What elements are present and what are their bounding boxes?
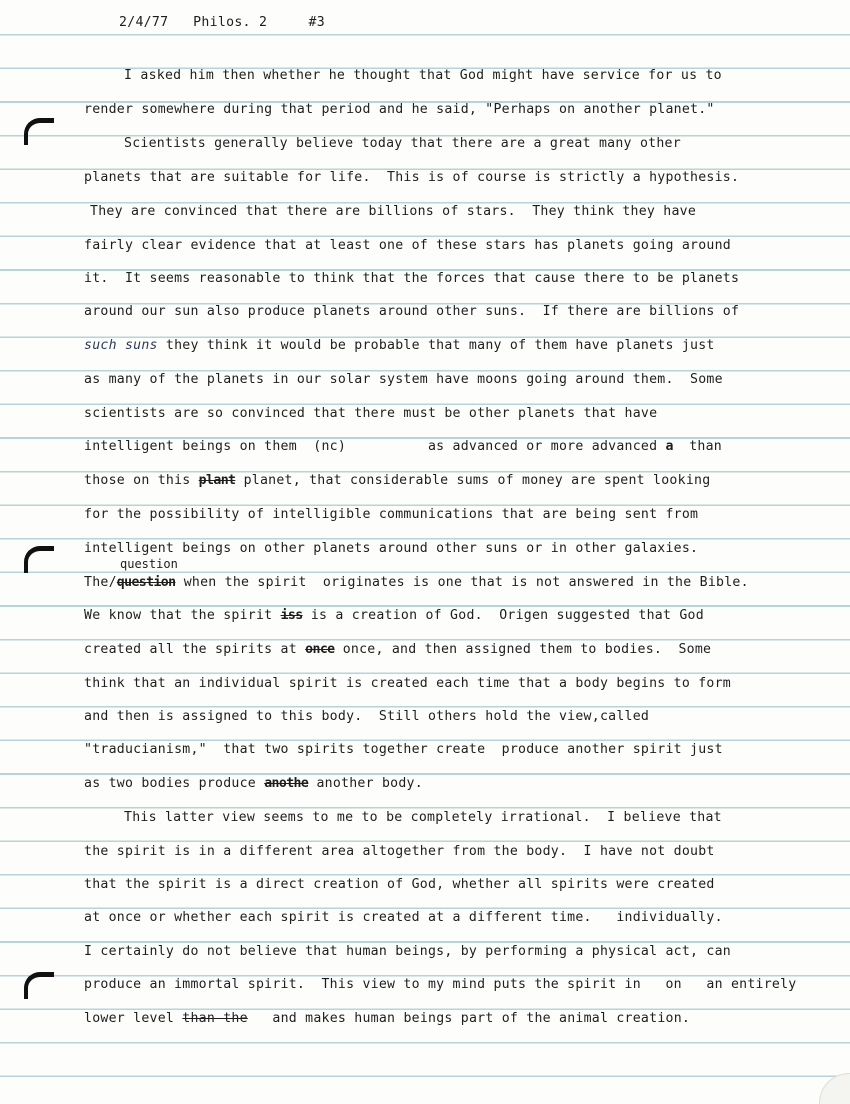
text-line <box>84 338 715 354</box>
text-line <box>84 1011 690 1027</box>
line-text: those on this <box>84 473 191 488</box>
line-text: than <box>689 439 722 454</box>
text-line: render somewhere during that period and he said, "Perhaps on another planet." <box>84 102 715 117</box>
line-text: The/ <box>84 575 117 590</box>
text-line: "traducianism," that two spirits together create produce another spirit just <box>84 742 723 757</box>
header-course: Philos. 2 <box>193 15 268 30</box>
text-line <box>84 776 423 792</box>
text-line: that the spirit is a direct creation of God, whether all spirits were created <box>84 877 715 892</box>
line-text: once, and then assigned them to bodies. Some <box>342 642 712 657</box>
inserted-word: question <box>120 557 178 571</box>
text-line <box>84 439 722 455</box>
handwritten-insert: such suns <box>84 338 158 353</box>
xed-out-word: iss <box>280 608 303 623</box>
text-line: at once or whether each spirit is created at a different time. individually. <box>84 910 723 925</box>
text-line: as many of the planets in our solar system have moons going around them. Some <box>84 372 723 387</box>
text-line <box>84 473 710 489</box>
text-line <box>84 608 704 624</box>
xed-out-word: question <box>116 575 176 590</box>
line-text: planet, that considerable sums of money are spent looking <box>243 473 711 488</box>
text-line: Scientists generally believe today that there are a great many other <box>124 136 681 151</box>
rounded-corner <box>819 1073 850 1104</box>
text-line: They are convinced that there are billions of stars. They think they have <box>90 204 697 219</box>
text-line: the spirit is in a different area altogether from the body. I have not doubt <box>84 844 715 859</box>
xed-out-word: plant <box>198 473 236 488</box>
xed-out-word: once <box>305 642 335 657</box>
text-line: produce an immortal spirit. This view to my mind puts the spirit in on an entirely <box>84 977 797 992</box>
line-text: as two bodies produce <box>84 776 256 791</box>
text-line: it. It seems reasonable to think that the forces that cause there to be planets <box>84 271 740 286</box>
struck-char: a <box>665 439 673 454</box>
punch-hole-icon <box>24 118 54 145</box>
text-line: I certainly do not believe that human beings, by performing a physical act, can <box>84 944 731 959</box>
text-line: and then is assigned to this body. Still others hold the view,called <box>84 709 650 724</box>
text-line: think that an individual spirit is created each time that a body begins to form <box>84 676 731 691</box>
line-text: a creation of God. Origen suggested that God <box>335 608 704 623</box>
header-number: #3 <box>308 15 325 30</box>
text-line <box>84 642 711 658</box>
text-line: around our sun also produce planets around other suns. If there are billions of <box>84 304 740 319</box>
text-line: fairly clear evidence that at least one of these stars has planets going around <box>84 238 731 253</box>
line-text: when the spirit originates is one that is not answered in the Bible. <box>183 575 749 590</box>
text-line: I asked him then whether he thought that God might have service for us to <box>124 68 722 83</box>
punch-hole-icon <box>24 972 54 999</box>
text-line: intelligent beings on other planets around other suns or in other galaxies. <box>84 541 699 556</box>
line-text: lower level <box>84 1011 175 1026</box>
line-text: is <box>310 608 328 623</box>
page-header <box>86 0 325 45</box>
header-date: 2/4/77 <box>118 15 169 30</box>
line-text: they think it would be probable that many of them have planets just <box>165 338 715 353</box>
line-text: and makes human beings part of the animal creation. <box>272 1011 691 1026</box>
text-line <box>84 575 749 591</box>
punch-hole-icon <box>24 546 54 573</box>
line-text: We know that the spirit <box>84 608 273 623</box>
struck-words: than the <box>182 1011 248 1026</box>
text-line: for the possibility of intelligible communications that are being sent from <box>84 507 699 522</box>
line-text: created all the spirits at <box>84 642 297 657</box>
line-text: intelligent beings on them (nc) as advanced or more advanced <box>84 439 658 454</box>
text-line: This latter view seems to me to be completely irrational. I believe that <box>124 810 722 825</box>
line-text: another body. <box>316 776 423 791</box>
xed-out-word: anothe <box>264 776 309 791</box>
text-line: planets that are suitable for life. This is of course is strictly a hypothesis. <box>84 170 740 185</box>
text-line: scientists are so convinced that there must be other planets that have <box>84 406 658 421</box>
